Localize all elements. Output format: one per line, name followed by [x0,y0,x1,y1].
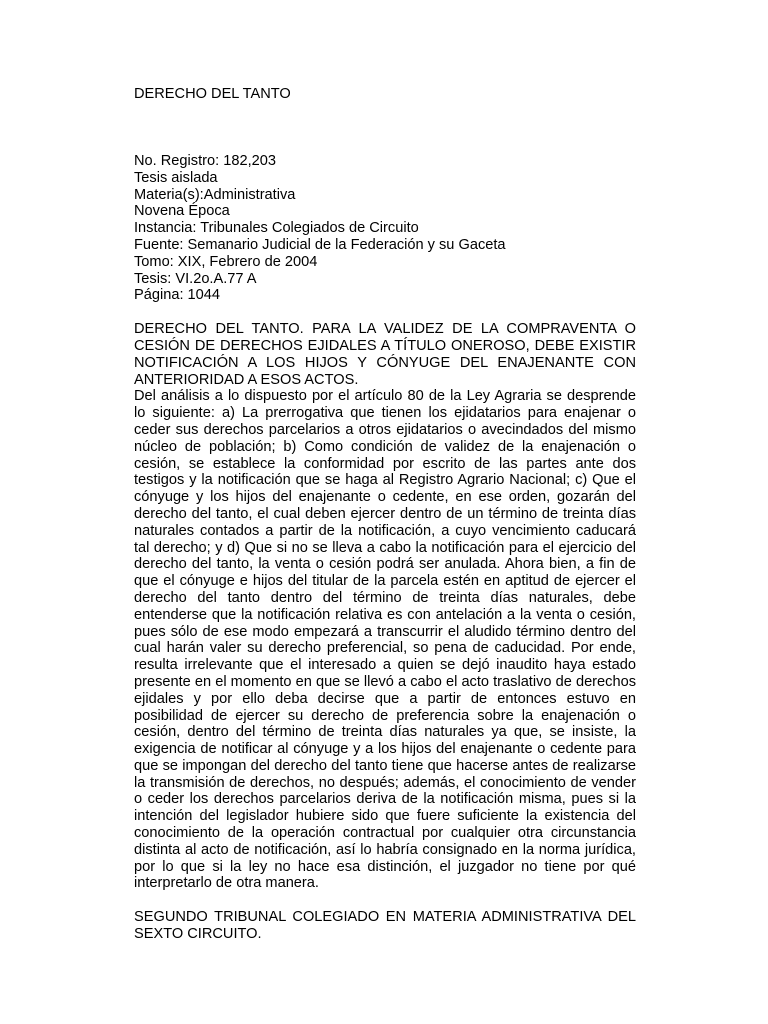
meta-tesis: Tesis: VI.2o.A.77 A [134,270,257,287]
thesis-heading: DERECHO DEL TANTO. PARA LA VALIDEZ DE LA COMPRAVENTA O CESIÓN DE DERECHOS EJIDALES A TÍTULO ONEROSO, DEBE EXISTIR NOTIFICACIÓN A LOS HIJOS Y CÓNYUGE DEL ENAJENANTE CON ANTERIORIDAD A ESOS ACTOS. [134,321,636,388]
document-title: DERECHO DEL TANTO [134,86,291,102]
meta-pagina: Página: 1044 [134,287,221,304]
document-metadata [134,153,636,304]
meta-materia: Materia(s):Administrativa [134,186,296,203]
meta-epoca: Novena Época [134,203,230,220]
thesis-body: Del análisis a lo dispuesto por el artículo 80 de la Ley Agraria se desprende lo siguiente: a) La prerrogativa que tienen los ejidatarios para enajenar o ceder sus derechos parcelarios a otros ejidatarios o avecindados del mismo núcleo de población; b) Como condición de validez de la enajenación o cesión, se establece la conformidad por escrito de las partes ante dos testigos y la notificación que se haga al Registro Agrario Nacional; c) Que el cónyuge y los hijos del enajenante o cedente, en ese orden, gozarán del derecho del tanto, el cual deben ejercer dentro de un término de treinta días naturales contados a partir de la notificación, a cuyo vencimiento caducará tal derecho; y d) Que si no se lleva a cabo la notificación para el ejercicio del derecho del tanto, la venta o cesión podrá ser anulada. Ahora bien, a fin de que el cónyuge e hijos del titular de la parcela estén en aptitud de ejercer el derecho del tanto dentro del término de treinta días naturales, debe entenderse que la notificación relativa es con antelación a la venta o cesión, pues sólo de ese modo empezará a transcurrir el aludido término dentro del cual harán valer su derecho preferencial, so pena de caducidad. Por ende, resulta irrelevante que el interesado a quien se dejó inaudito haya estado presente en el momento en que se llevó a cabo el acto traslativo de derechos ejidales y por ello deba decirse que a partir de entonces estuvo en posibilidad de ejercer su derecho de preferencia sobre la enajenación o cesión, dentro del término de treinta días naturales ya que, se insiste, la exigencia de notificar al cónyuge y a los hijos del enajenante o cedente para que se impongan del derecho del tanto tiene que hacerse antes de realizarse la transmisión de derechos, no después; además, el conocimiento de vender o ceder los derechos parcelarios deriva de la notificación misma, pues si la intención del legislador hubiere sido que fuere suficiente la existencia del conocimiento de la operación contractual por cualquier otra circunstancia distinta al acto de notificación, así lo habría consignado en la norma jurídica, por lo que si la ley no hace esa distinción, el juzgador no tiene por qué interpretarlo de otra manera. [134,388,636,892]
meta-tomo: Tomo: XIX, Febrero de 2004 [134,253,318,270]
meta-tipo-tesis: Tesis aislada [134,169,218,186]
issuing-court: SEGUNDO TRIBUNAL COLEGIADO EN MATERIA ADMINISTRATIVA DEL SEXTO CIRCUITO. [134,909,636,943]
meta-instancia: Instancia: Tribunales Colegiados de Circuito [134,220,419,237]
meta-fuente: Fuente: Semanario Judicial de la Federación y su Gaceta [134,236,506,253]
meta-registro: No. Registro: 182,203 [134,153,276,169]
document-page [134,86,636,943]
